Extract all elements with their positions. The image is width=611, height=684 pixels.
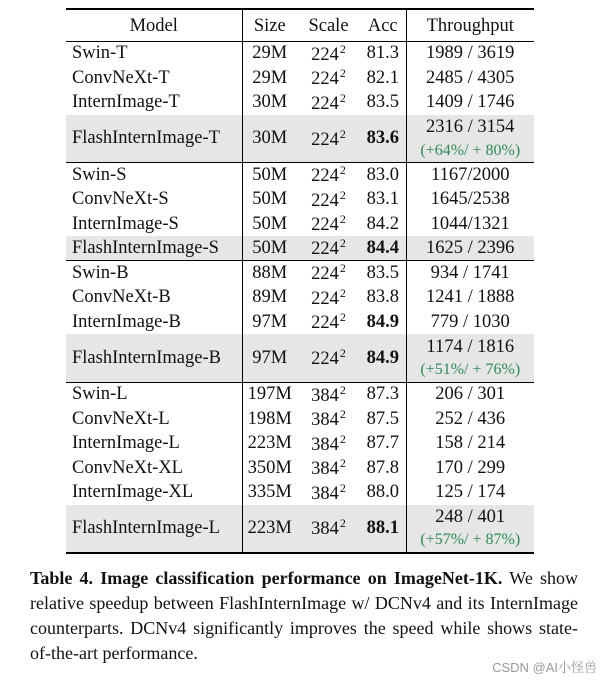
cell-size: 29M [252,67,288,88]
throughput-value: 1989 / 3619 [426,43,515,64]
throughput-value: 1625 / 2396 [426,237,515,258]
cell-size: 29M [252,43,288,64]
throughput-value: 158 / 214 [435,433,506,453]
cell-scale [297,66,360,91]
throughput-value: 206 / 301 [435,384,506,405]
cell-model: FlashInternImage-L [66,505,242,553]
cell-model: InternImage-B [66,310,242,335]
acc-value: 87.5 [366,408,399,429]
col-header-acc: Acc [360,9,406,41]
scale-exponent: 2 [339,382,346,397]
acc-value: 88.1 [366,517,399,538]
scale-exponent: 2 [339,212,346,226]
scale-exponent: 2 [339,261,346,276]
cell-size: 50M [252,213,288,234]
cell-size: 50M [252,164,288,185]
cell-scale [297,505,360,553]
scale-exponent: 2 [339,163,346,178]
cell-throughput [406,66,534,91]
cell-model: FlashInternImage-T [66,115,242,163]
throughput-value: 1241 / 1888 [426,287,515,307]
acc-value: 83.5 [366,262,399,283]
cell-acc [360,115,406,163]
cell-throughput [406,310,534,335]
scale-value: 224 [311,93,339,114]
scale-value: 224 [311,264,339,285]
scale-exponent: 2 [339,516,346,531]
cell-acc [360,407,406,432]
table-row [66,310,534,335]
cell-model: InternImage-S [66,212,242,237]
cell-model: InternImage-L [66,431,242,456]
cell-scale [297,382,360,407]
cell-scale [297,456,360,481]
acc-value: 83.1 [366,189,399,209]
cell-throughput [406,236,534,261]
cell-size: 50M [242,236,297,261]
table-row-highlighted [66,236,534,261]
table-row [66,431,534,456]
cell-model: Swin-L [66,382,242,407]
throughput-value: 2316 / 3154 [426,117,515,137]
caption-title: Image classification performance on ImageNet-1K. [100,568,503,588]
scale-exponent: 2 [339,480,346,495]
acc-value: 84.9 [366,347,399,368]
table-row [66,456,534,481]
scale-exponent: 2 [339,431,346,446]
cell-acc [360,285,406,310]
scale-value: 384 [311,385,339,406]
cell-throughput [406,480,534,505]
cell-throughput [406,505,534,553]
cell-size: 97M [252,311,288,332]
scale-value: 224 [311,215,339,235]
table-row [66,163,534,188]
cell-throughput [406,41,534,66]
cell-model: ConvNeXt-B [66,285,242,310]
cell-scale [297,90,360,115]
scale-exponent: 2 [339,456,346,470]
cell-throughput [406,261,534,286]
cell-model: Swin-B [66,261,242,286]
scale-value: 384 [311,519,339,540]
scale-value: 224 [311,239,339,260]
acc-value: 84.2 [366,213,399,234]
acc-value: 87.8 [366,457,399,478]
throughput-value: 252 / 436 [435,408,506,429]
scale-value: 224 [311,190,339,211]
table-row-highlighted [66,115,534,163]
table-row [66,41,534,66]
table-row [66,285,534,310]
cell-scale [297,236,360,261]
cell-size: 197M [247,384,292,405]
table-row [66,90,534,115]
results-table [66,8,534,554]
throughput-value: 1409 / 1746 [426,92,515,112]
cell-throughput [406,212,534,237]
speedup-gain: (+64%/ + 80%) [420,141,521,159]
scale-value: 224 [311,129,339,150]
cell-acc [360,334,406,382]
cell-scale [297,480,360,505]
cell-size: 223M [247,433,292,453]
scale-exponent: 2 [339,66,346,80]
scale-exponent: 2 [339,236,346,251]
acc-value: 82.1 [366,67,399,88]
cell-scale [297,212,360,237]
cell-acc [360,261,406,286]
table-row [66,480,534,505]
cell-size: 30M [242,115,297,163]
cell-size: 89M [252,287,288,307]
cell-model: InternImage-T [66,90,242,115]
cell-model: Swin-S [66,163,242,188]
scale-exponent: 2 [339,346,346,360]
cell-scale [297,407,360,432]
table-row [66,382,534,407]
cell-acc [360,505,406,553]
cell-acc [360,456,406,481]
acc-value: 87.7 [366,433,399,453]
cell-model: ConvNeXt-T [66,66,242,91]
scale-value: 384 [311,434,339,455]
table-row [66,407,534,432]
acc-value: 83.8 [366,287,399,307]
cell-model: InternImage-XL [66,480,242,505]
col-header-scale: Scale [308,16,349,36]
watermark: CSDN @AI小怪兽 [492,660,597,675]
acc-value: 87.3 [366,384,399,405]
scale-value: 224 [311,69,339,89]
scale-value: 384 [311,483,339,504]
cell-model: ConvNeXt-XL [66,456,242,481]
table-row-highlighted [66,505,534,553]
cell-acc [360,480,406,505]
cell-model: ConvNeXt-L [66,407,242,432]
cell-throughput [406,382,534,407]
acc-value: 84.4 [366,237,399,258]
col-header-size: Size [253,16,286,36]
cell-scale [297,115,360,163]
cell-scale [297,431,360,456]
caption-label: Table 4. [30,568,94,588]
cell-scale [297,163,360,188]
scale-value: 224 [311,44,339,65]
scale-value: 384 [311,459,339,479]
speedup-gain: (+57%/ + 87%) [420,531,521,549]
cell-acc [360,163,406,188]
cell-model: Swin-T [66,41,242,66]
acc-value: 83.6 [366,128,399,148]
throughput-value: 1167/2000 [431,164,510,185]
throughput-value: 779 / 1030 [430,311,510,332]
speedup-gain: (+51%/ + 76%) [420,361,521,378]
header-row [66,9,534,41]
cell-size: 97M [242,334,297,382]
cell-throughput [406,407,534,432]
col-header-model: Model [66,9,242,41]
scale-value: 224 [311,349,339,369]
acc-value: 88.0 [366,482,399,502]
table-row [66,261,534,286]
cell-throughput [406,163,534,188]
scale-value: 224 [311,166,339,187]
cell-acc [360,212,406,237]
scale-exponent: 2 [339,285,346,300]
cell-acc [360,310,406,335]
acc-value: 81.3 [366,43,399,64]
cell-acc [360,90,406,115]
cell-model: FlashInternImage-S [66,236,242,261]
cell-throughput [406,187,534,212]
scale-exponent: 2 [339,90,346,105]
throughput-value: 248 / 401 [435,506,506,527]
cell-acc [360,431,406,456]
acc-value: 83.5 [366,92,399,112]
cell-model: ConvNeXt-S [66,187,242,212]
cell-scale [297,310,360,335]
cell-scale [297,41,360,66]
cell-size: 88M [252,262,288,283]
scale-value: 224 [311,313,339,333]
cell-acc [360,66,406,91]
throughput-value: 1645/2538 [430,189,510,209]
cell-throughput [406,431,534,456]
cell-model: FlashInternImage-B [66,334,242,382]
cell-acc [360,187,406,212]
scale-value: 224 [311,288,339,309]
table-row [66,212,534,237]
throughput-value: 125 / 174 [435,482,506,502]
throughput-value: 2485 / 4305 [426,67,515,88]
cell-throughput [406,115,534,163]
scale-value: 384 [311,410,339,430]
table-caption [30,566,578,666]
cell-acc [360,41,406,66]
table-row [66,187,534,212]
cell-size: 30M [252,92,288,112]
cell-size: 223M [242,505,297,553]
cell-size: 335M [247,482,292,502]
scale-exponent: 2 [339,407,346,421]
caption-body: We show relative speedup between FlashInternImage w/ DCNv4 and its InternImage counterparts. DCNv4 significantly improves the speed while shows state-of-the-art performance. [30,568,578,663]
cell-scale [297,334,360,382]
cell-acc [360,382,406,407]
table-row [66,66,534,91]
cell-scale [297,187,360,212]
cell-throughput [406,334,534,382]
cell-scale [297,285,360,310]
throughput-value: 934 / 1741 [430,262,510,283]
cell-size: 350M [247,457,292,478]
scale-exponent: 2 [339,41,346,56]
cell-throughput [406,456,534,481]
acc-value: 84.9 [366,311,399,332]
col-header-throughput: Throughput [426,16,514,36]
cell-throughput [406,90,534,115]
throughput-value: 1044/1321 [430,213,510,234]
scale-exponent: 2 [339,187,346,202]
table-row-highlighted [66,334,534,382]
cell-size: 50M [252,189,288,209]
scale-exponent: 2 [339,310,346,324]
throughput-value: 170 / 299 [435,457,506,478]
cell-throughput [406,285,534,310]
cell-acc [360,236,406,261]
acc-value: 83.0 [366,164,399,185]
cell-size: 198M [247,408,292,429]
throughput-value: 1174 / 1816 [426,336,515,357]
scale-exponent: 2 [339,126,346,141]
cell-scale [297,261,360,286]
